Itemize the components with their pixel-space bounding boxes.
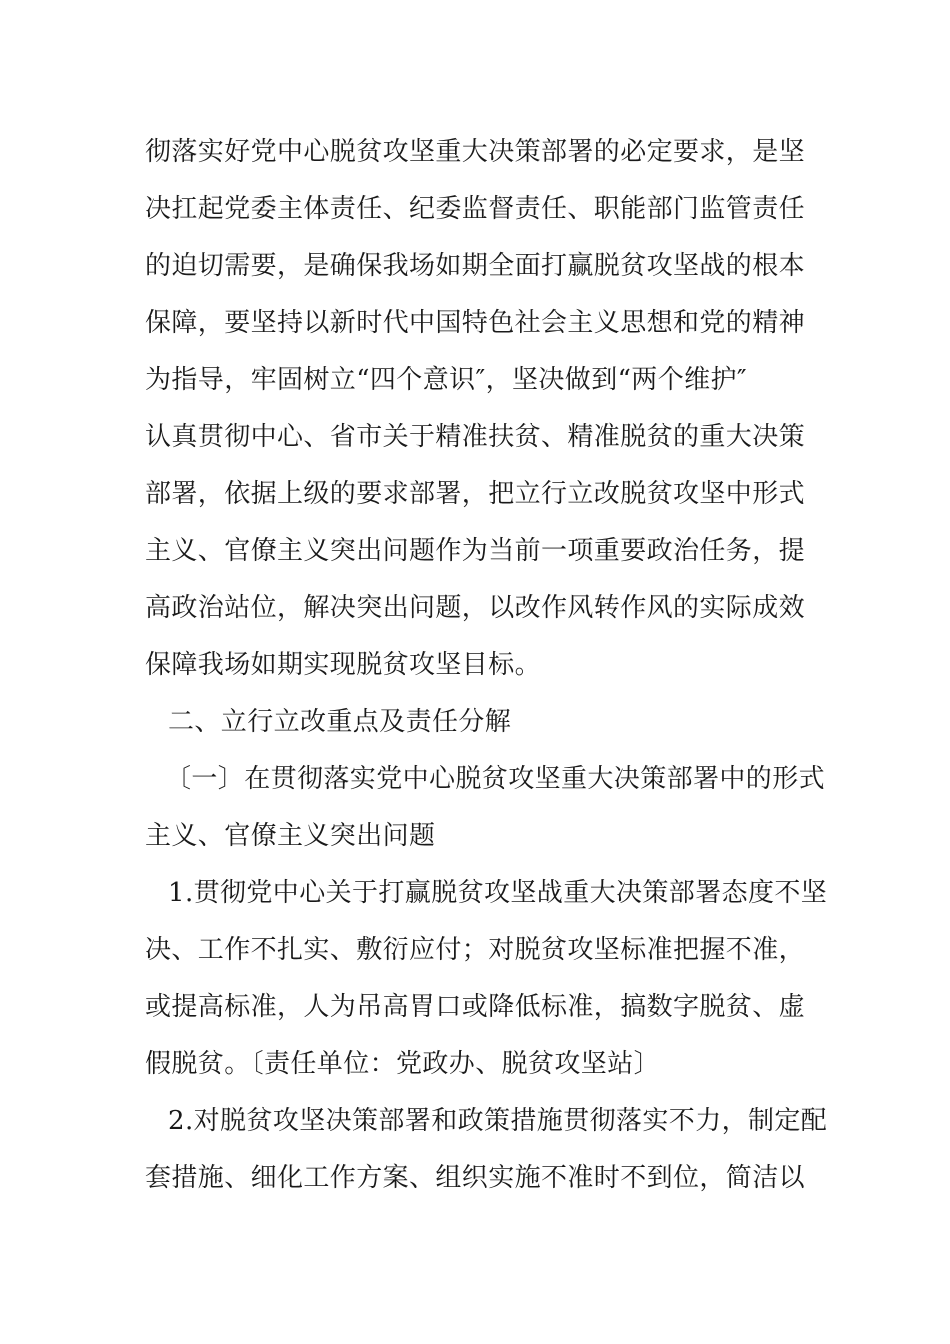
body-line-4: 保障，要坚持以新时代中国特色社会主义思想和党的精神 — [145, 308, 806, 338]
item-2-line-2: 套措施、细化工作方案、组织实施不准时不到位，简洁以 — [145, 1163, 806, 1193]
body-line-3: 的迫切需要，是确保我场如期全面打赢脱贫攻坚战的根本 — [145, 251, 806, 281]
body-line-10: 保障我场如期实现脱贫攻坚目标。 — [145, 650, 542, 680]
body-line-6: 认真贯彻中心、省市关于精准扶贫、精准脱贫的重大决策 — [145, 422, 806, 452]
subsection-heading-line-2: 主义、官僚主义突出问题 — [145, 821, 436, 851]
body-line-5: 为指导，牢固树立“四个意识″，坚决做到“两个维护″ — [145, 365, 748, 395]
item-1-line-2: 决、工作不扎实、敷衍应付；对脱贫攻坚标准把握不准， — [145, 935, 806, 965]
subsection-heading-line-1: 〔一〕在贯彻落实党中心脱贫攻坚重大决策部署中的形式 — [165, 764, 826, 794]
body-line-2: 决扛起党委主体责任、纪委监督责任、职能部门监管责任 — [145, 194, 806, 224]
body-line-1: 彻落实好党中心脱贫攻坚重大决策部署的必定要求，是坚 — [145, 137, 806, 167]
item-1-line-4: 假脱贫。〔责任单位：党政办、脱贫攻坚站〕 — [145, 1049, 661, 1079]
item-1-line-3: 或提高标准，人为吊高胃口或降低标准，搞数字脱贫、虚 — [145, 992, 806, 1022]
body-line-8: 主义、官僚主义突出问题作为当前一项重要政治任务，提 — [145, 536, 806, 566]
body-line-9: 高政治站位，解决突出问题，以改作风转作风的实际成效 — [145, 593, 806, 623]
item-2-line-1: 2.对脱贫攻坚决策部署和政策措施贯彻落实不力，制定配 — [168, 1106, 828, 1136]
item-1-line-1: 1.贯彻党中心关于打赢脱贫攻坚战重大决策部署态度不坚 — [168, 878, 828, 908]
section-heading: 二、立行立改重点及责任分解 — [168, 707, 512, 737]
body-line-7: 部署，依据上级的要求部署，把立行立改脱贫攻坚中形式 — [145, 479, 806, 509]
